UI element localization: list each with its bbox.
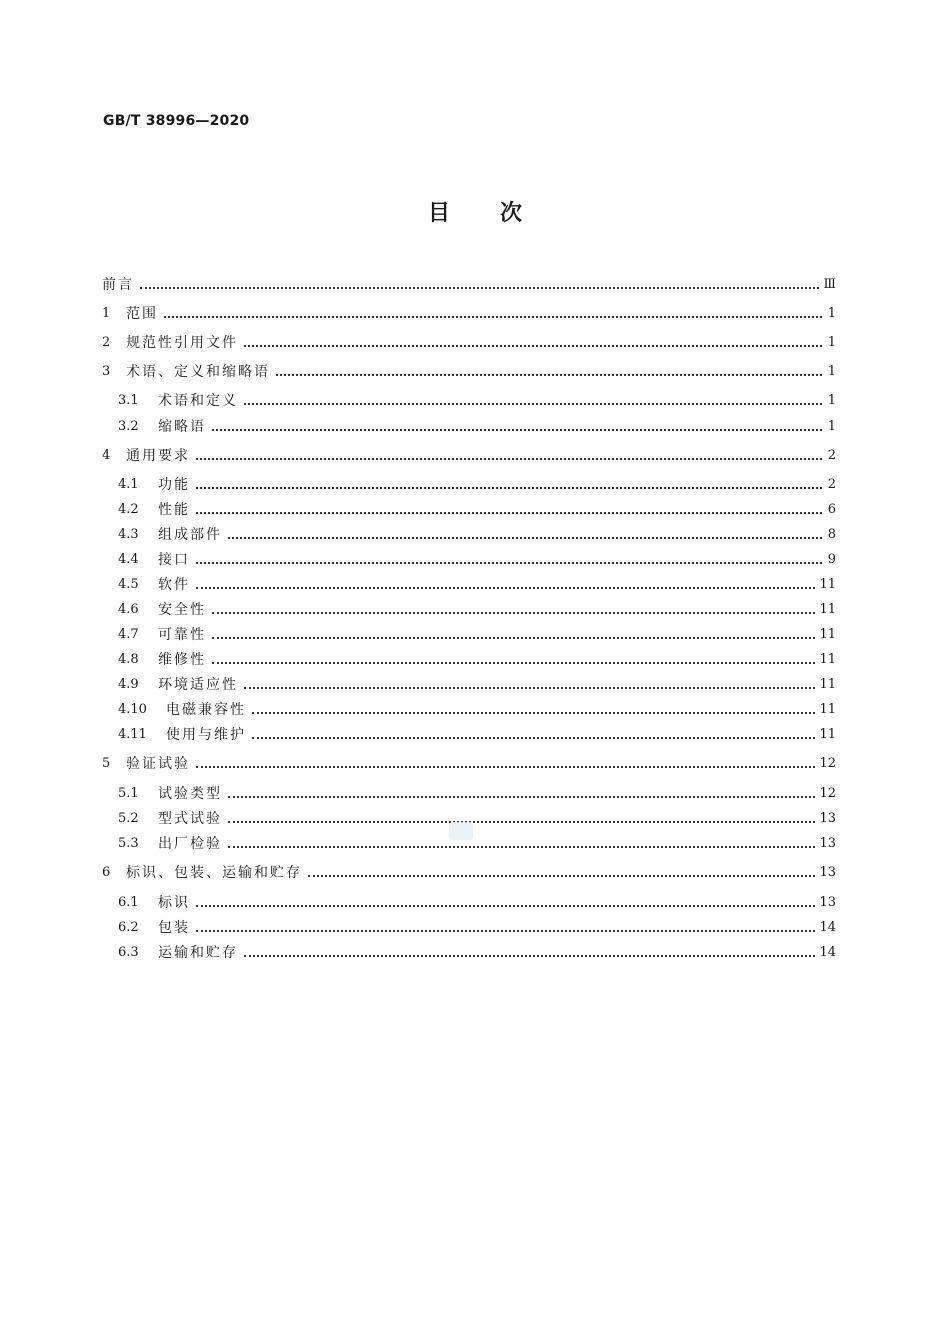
toc-entry-number: 4.9 <box>118 677 139 692</box>
dot-leader <box>228 821 815 823</box>
toc-entry-number: 4.3 <box>118 527 139 542</box>
toc-entry-page: 9 <box>827 552 836 567</box>
toc-entry-page: Ⅲ <box>823 277 836 292</box>
toc-entry-label: 电磁兼容性 <box>166 702 246 718</box>
toc-entry[interactable] <box>118 417 836 437</box>
dot-leader <box>212 612 815 614</box>
toc-entry[interactable] <box>118 500 836 520</box>
toc-entry[interactable] <box>102 863 836 883</box>
toc-entry[interactable] <box>118 391 836 411</box>
toc-entry-page: 11 <box>819 602 836 617</box>
dot-leader <box>244 345 822 347</box>
dot-leader <box>212 637 815 639</box>
toc-entry[interactable] <box>102 275 836 295</box>
toc-entry-number: 5 <box>102 756 111 771</box>
toc-entry[interactable] <box>118 725 836 745</box>
toc-entry-number: 6.2 <box>118 920 139 935</box>
toc-entry-page: 14 <box>819 945 836 960</box>
toc-entry[interactable] <box>118 650 836 670</box>
toc-entry-page: 1 <box>827 364 836 379</box>
toc-entry-label: 运输和贮存 <box>158 945 238 961</box>
toc-entry-page: 1 <box>827 335 836 350</box>
toc-entry[interactable] <box>118 943 836 963</box>
toc-entry-page: 1 <box>827 393 836 408</box>
dot-leader <box>252 712 815 714</box>
toc-entry-label: 试验类型 <box>158 786 222 802</box>
dot-leader <box>212 429 822 431</box>
toc-entry[interactable] <box>102 754 836 774</box>
toc-entry[interactable] <box>102 362 836 382</box>
toc-entry-page: 11 <box>819 727 836 742</box>
toc-entry-page: 11 <box>819 577 836 592</box>
dot-leader <box>308 875 815 877</box>
toc-entry-page: 13 <box>819 865 836 880</box>
toc-entry[interactable] <box>118 809 836 829</box>
toc-entry-label: 环境适应性 <box>158 677 238 693</box>
toc-entry-page: 1 <box>827 306 836 321</box>
toc-entry-number: 5.3 <box>118 836 139 851</box>
toc-entry-page: 6 <box>827 502 836 517</box>
toc-entry[interactable] <box>118 784 836 804</box>
toc-entry-number: 4.10 <box>118 702 147 717</box>
toc-entry-number: 4.2 <box>118 502 139 517</box>
toc-entry-label: 范围 <box>126 306 158 322</box>
toc-entry-label: 术语、定义和缩略语 <box>126 364 270 380</box>
toc-entry-label: 验证试验 <box>126 756 190 772</box>
dot-leader <box>196 562 822 564</box>
dot-leader <box>228 846 815 848</box>
toc-entry-label: 接口 <box>158 552 190 568</box>
toc-entry[interactable] <box>118 575 836 595</box>
toc-entry-label: 安全性 <box>158 602 206 618</box>
toc-entry-label: 使用与维护 <box>166 727 246 743</box>
toc-entry[interactable] <box>118 475 836 495</box>
toc-entry-number: 6.1 <box>118 895 139 910</box>
toc-entry-page: 11 <box>819 652 836 667</box>
toc-entry[interactable] <box>102 304 836 324</box>
toc-entry-label: 前言 <box>102 277 134 293</box>
toc-entry-number: 5.2 <box>118 811 139 826</box>
toc-entry-label: 软件 <box>158 577 190 593</box>
watermark-logo <box>449 822 473 840</box>
toc-entry-page: 12 <box>819 786 836 801</box>
toc-entry-label: 可靠性 <box>158 627 206 643</box>
toc-entry-number: 5.1 <box>118 786 139 801</box>
toc-entry-page: 2 <box>827 477 836 492</box>
toc-entry-number: 3 <box>102 364 111 379</box>
dot-leader <box>196 905 815 907</box>
dot-leader <box>244 955 815 957</box>
dot-leader <box>196 487 822 489</box>
toc-entry-number: 4.1 <box>118 477 139 492</box>
dot-leader <box>196 458 822 460</box>
toc-entry-label: 包装 <box>158 920 190 936</box>
toc-entry[interactable] <box>102 333 836 353</box>
toc-entry-number: 4.8 <box>118 652 139 667</box>
dot-leader <box>196 512 822 514</box>
toc-entry[interactable] <box>118 700 836 720</box>
dot-leader <box>244 403 822 405</box>
toc-entry-number: 1 <box>102 306 111 321</box>
toc-entry-number: 3.2 <box>118 419 139 434</box>
page-title: 目次 <box>427 201 572 226</box>
toc-entry-number: 2 <box>102 335 111 350</box>
toc-entry-label: 维修性 <box>158 652 206 668</box>
toc-entry-label: 规范性引用文件 <box>126 335 238 351</box>
toc-entry-label: 功能 <box>158 477 190 493</box>
toc-entry[interactable] <box>102 446 836 466</box>
toc-entry[interactable] <box>118 625 836 645</box>
dot-leader <box>244 687 815 689</box>
toc-entry-page: 11 <box>819 677 836 692</box>
toc-entry-label: 组成部件 <box>158 527 222 543</box>
toc-entry-label: 通用要求 <box>126 448 190 464</box>
toc-entry[interactable] <box>118 550 836 570</box>
toc-entry-number: 4 <box>102 448 111 463</box>
toc-entry-label: 出厂检验 <box>158 836 222 852</box>
toc-entry[interactable] <box>118 600 836 620</box>
toc-entry-number: 6.3 <box>118 945 139 960</box>
toc-entry-page: 11 <box>819 627 836 642</box>
toc-entry[interactable] <box>118 525 836 545</box>
dot-leader <box>196 930 815 932</box>
toc-entry-number: 4.5 <box>118 577 139 592</box>
toc-entry[interactable] <box>118 918 836 938</box>
dot-leader <box>276 374 822 376</box>
toc-entry-page: 14 <box>819 920 836 935</box>
toc-entry-page: 11 <box>819 702 836 717</box>
toc-entry-page: 8 <box>827 527 836 542</box>
table-of-contents <box>102 0 836 1344</box>
toc-entry-number: 4.11 <box>118 727 147 742</box>
dot-leader <box>252 737 815 739</box>
toc-entry-page: 2 <box>827 448 836 463</box>
toc-entry-label: 标识、包装、运输和贮存 <box>126 865 302 881</box>
toc-entry-page: 13 <box>819 836 836 851</box>
dot-leader <box>140 287 819 289</box>
toc-entry-label: 缩略语 <box>158 419 206 435</box>
toc-entry-page: 13 <box>819 811 836 826</box>
toc-entry-page: 12 <box>819 756 836 771</box>
toc-entry[interactable] <box>118 675 836 695</box>
toc-entry[interactable] <box>118 834 836 854</box>
dot-leader <box>196 766 815 768</box>
toc-entry-page: 13 <box>819 895 836 910</box>
standard-number: GB/T 38996—2020 <box>103 113 250 129</box>
dot-leader <box>164 316 822 318</box>
dot-leader <box>212 662 815 664</box>
dot-leader <box>196 587 815 589</box>
dot-leader <box>228 537 822 539</box>
toc-entry-page: 1 <box>827 419 836 434</box>
toc-entry-label: 标识 <box>158 895 190 911</box>
toc-entry-number: 3.1 <box>118 393 139 408</box>
toc-entry-number: 6 <box>102 865 111 880</box>
toc-entry-label: 性能 <box>158 502 190 518</box>
toc-entry-number: 4.6 <box>118 602 139 617</box>
toc-entry-number: 4.7 <box>118 627 139 642</box>
toc-entry-number: 4.4 <box>118 552 139 567</box>
dot-leader <box>228 796 815 798</box>
toc-entry-label: 术语和定义 <box>158 393 238 409</box>
toc-entry[interactable] <box>118 893 836 913</box>
toc-entry-label: 型式试验 <box>158 811 222 827</box>
